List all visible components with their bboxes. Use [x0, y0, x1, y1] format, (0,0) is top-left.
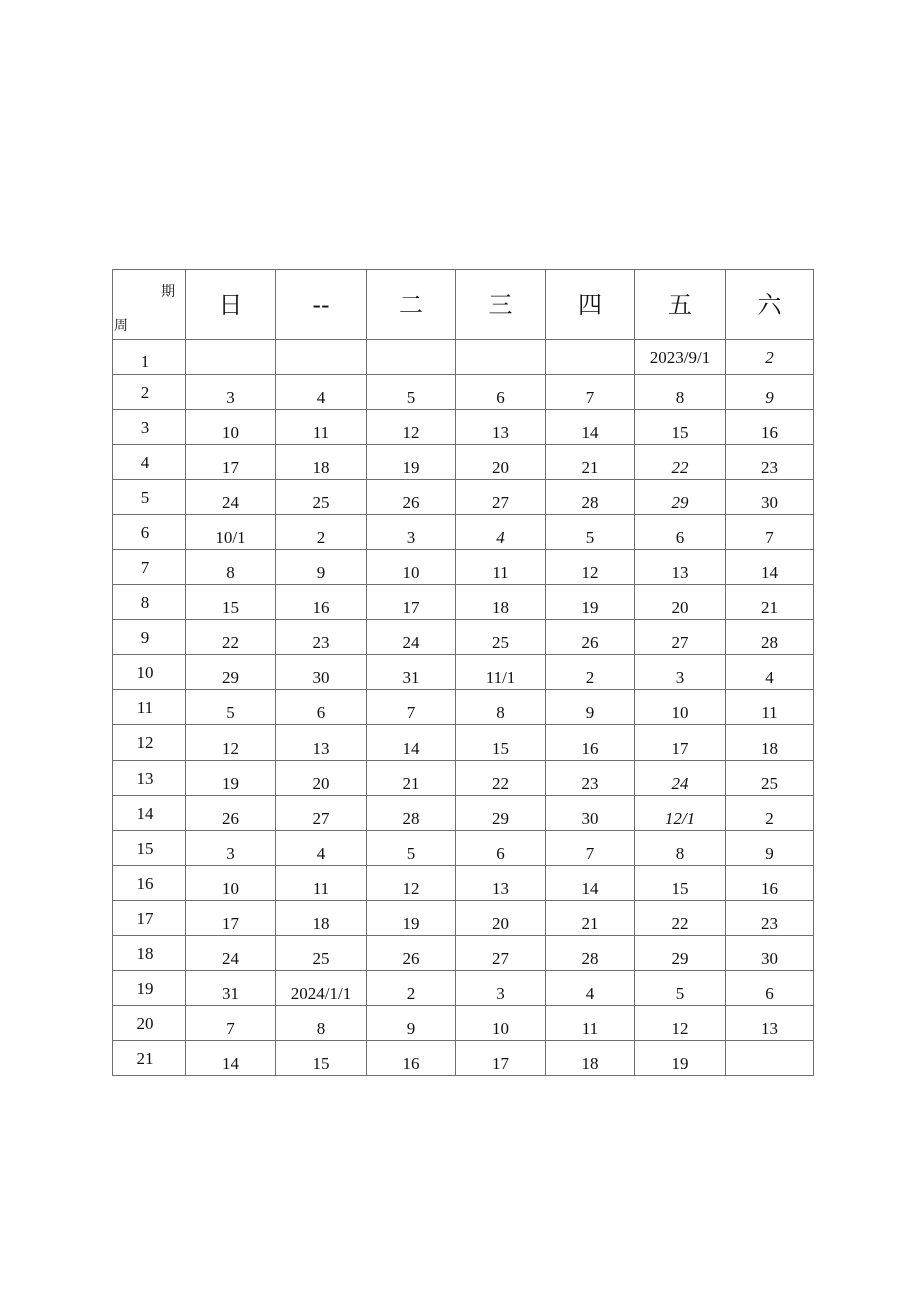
date-cell: 19 [367, 445, 456, 480]
date-cell: 22 [456, 761, 546, 796]
date-cell: 24 [186, 936, 276, 971]
date-cell: 26 [546, 620, 635, 655]
week-row [113, 901, 814, 936]
date-cell: 21 [726, 585, 814, 620]
date-cell: 11 [456, 550, 546, 585]
date-cell: 12 [546, 550, 635, 585]
week-number-cell: 2 [113, 375, 186, 410]
date-cell: 31 [367, 655, 456, 690]
date-cell: 11 [726, 690, 814, 725]
date-cell: 4 [276, 831, 367, 866]
week-number-cell: 6 [113, 515, 186, 550]
date-cell: 18 [546, 1041, 635, 1076]
date-cell: 6 [635, 515, 726, 550]
date-cell: 27 [276, 796, 367, 831]
date-cell: 12 [367, 410, 456, 445]
date-cell: 5 [186, 690, 276, 725]
date-cell: 23 [726, 445, 814, 480]
date-cell: 3 [186, 831, 276, 866]
week-number-cell: 16 [113, 866, 186, 901]
date-cell: 11 [546, 1006, 635, 1041]
date-cell: 18 [276, 445, 367, 480]
week-row [113, 410, 814, 445]
date-cell: 31 [186, 971, 276, 1006]
date-cell: 14 [726, 550, 814, 585]
date-cell: 28 [726, 620, 814, 655]
date-cell: 29 [456, 796, 546, 831]
week-row [113, 831, 814, 866]
week-number-cell: 20 [113, 1006, 186, 1041]
date-cell: 30 [276, 655, 367, 690]
week-number-cell: 8 [113, 585, 186, 620]
date-cell: 20 [456, 901, 546, 936]
date-cell [186, 340, 276, 375]
date-cell: 15 [186, 585, 276, 620]
date-cell: 20 [635, 585, 726, 620]
date-cell: 9 [276, 550, 367, 585]
date-cell: 13 [635, 550, 726, 585]
date-cell: 4 [456, 515, 546, 550]
date-cell: 26 [367, 936, 456, 971]
date-cell: 19 [546, 585, 635, 620]
week-row [113, 1041, 814, 1076]
week-row [113, 375, 814, 410]
date-cell: 9 [367, 1006, 456, 1041]
date-cell: 6 [456, 831, 546, 866]
date-cell: 3 [456, 971, 546, 1006]
date-cell: 13 [456, 866, 546, 901]
date-cell: 17 [186, 445, 276, 480]
academic-calendar-table [112, 269, 814, 1076]
date-cell: 18 [456, 585, 546, 620]
date-cell: 21 [546, 901, 635, 936]
date-cell: 28 [546, 480, 635, 515]
date-cell: 17 [367, 585, 456, 620]
week-row [113, 690, 814, 725]
date-cell: 23 [276, 620, 367, 655]
week-row [113, 725, 814, 761]
date-cell: 13 [456, 410, 546, 445]
date-cell: 11 [276, 410, 367, 445]
date-cell: 8 [635, 831, 726, 866]
date-cell: 26 [186, 796, 276, 831]
date-cell: 2 [726, 340, 814, 375]
week-number-cell: 10 [113, 655, 186, 690]
date-cell: 16 [367, 1041, 456, 1076]
date-cell: 21 [367, 761, 456, 796]
date-cell: 12 [186, 725, 276, 761]
week-number-cell: 15 [113, 831, 186, 866]
date-cell: 9 [726, 375, 814, 410]
date-cell: 3 [635, 655, 726, 690]
date-cell: 25 [276, 936, 367, 971]
date-cell: 7 [546, 375, 635, 410]
date-cell: 28 [546, 936, 635, 971]
date-cell [276, 340, 367, 375]
date-cell [546, 340, 635, 375]
date-cell: 5 [546, 515, 635, 550]
date-cell: 14 [546, 410, 635, 445]
week-number-cell: 9 [113, 620, 186, 655]
date-cell: 27 [635, 620, 726, 655]
date-cell: 2 [726, 796, 814, 831]
week-row [113, 761, 814, 796]
date-cell: 5 [635, 971, 726, 1006]
date-cell: 19 [367, 901, 456, 936]
weekday-header-sat: 六 [726, 270, 814, 340]
week-number-cell: 13 [113, 761, 186, 796]
date-cell: 13 [726, 1006, 814, 1041]
date-cell: 8 [635, 375, 726, 410]
date-cell: 13 [276, 725, 367, 761]
date-cell: 3 [367, 515, 456, 550]
date-cell: 2 [276, 515, 367, 550]
date-cell: 15 [456, 725, 546, 761]
weekday-header-wed: 三 [456, 270, 546, 340]
date-cell: 10 [367, 550, 456, 585]
date-cell: 7 [186, 1006, 276, 1041]
date-cell: 30 [726, 480, 814, 515]
date-cell: 17 [186, 901, 276, 936]
week-row [113, 866, 814, 901]
date-cell: 11 [276, 866, 367, 901]
week-number-cell: 1 [113, 340, 186, 375]
date-cell: 26 [367, 480, 456, 515]
weekday-header-mon: -- [276, 270, 367, 340]
date-cell: 3 [186, 375, 276, 410]
date-cell: 18 [726, 725, 814, 761]
date-cell: 15 [635, 410, 726, 445]
week-row [113, 1006, 814, 1041]
header-row [113, 270, 814, 340]
date-cell: 14 [546, 866, 635, 901]
date-cell: 9 [726, 831, 814, 866]
date-cell: 30 [726, 936, 814, 971]
date-cell: 19 [635, 1041, 726, 1076]
date-cell: 16 [276, 585, 367, 620]
week-number-cell: 19 [113, 971, 186, 1006]
date-cell: 29 [635, 936, 726, 971]
week-row [113, 655, 814, 690]
week-number-cell: 17 [113, 901, 186, 936]
date-cell: 2 [546, 655, 635, 690]
calendar-body [113, 340, 814, 1076]
week-number-cell: 4 [113, 445, 186, 480]
week-row [113, 936, 814, 971]
date-cell: 12 [367, 866, 456, 901]
date-cell: 21 [546, 445, 635, 480]
date-cell: 18 [276, 901, 367, 936]
date-cell: 23 [546, 761, 635, 796]
date-cell: 20 [456, 445, 546, 480]
date-cell: 29 [186, 655, 276, 690]
date-cell: 7 [546, 831, 635, 866]
date-cell: 2024/1/1 [276, 971, 367, 1006]
date-cell: 22 [186, 620, 276, 655]
week-number-cell: 11 [113, 690, 186, 725]
date-cell: 9 [546, 690, 635, 725]
week-number-cell: 3 [113, 410, 186, 445]
week-number-cell: 5 [113, 480, 186, 515]
date-cell: 10 [635, 690, 726, 725]
date-cell: 2023/9/1 [635, 340, 726, 375]
date-cell: 12 [635, 1006, 726, 1041]
week-row [113, 445, 814, 480]
date-cell: 22 [635, 445, 726, 480]
date-cell: 11/1 [456, 655, 546, 690]
date-cell: 14 [186, 1041, 276, 1076]
date-cell: 8 [456, 690, 546, 725]
date-cell: 2 [367, 971, 456, 1006]
date-cell: 25 [456, 620, 546, 655]
date-cell: 20 [276, 761, 367, 796]
week-row [113, 480, 814, 515]
date-cell: 17 [456, 1041, 546, 1076]
week-row [113, 340, 814, 375]
date-cell: 5 [367, 831, 456, 866]
week-row [113, 585, 814, 620]
date-cell: 4 [726, 655, 814, 690]
week-number-cell: 18 [113, 936, 186, 971]
date-cell: 6 [726, 971, 814, 1006]
date-cell: 10 [186, 866, 276, 901]
weekday-header-fri: 五 [635, 270, 726, 340]
corner-label-week: 周 [114, 318, 128, 334]
week-number-cell: 12 [113, 725, 186, 761]
date-cell: 15 [635, 866, 726, 901]
date-cell: 7 [726, 515, 814, 550]
week-number-cell: 7 [113, 550, 186, 585]
date-cell: 16 [726, 866, 814, 901]
week-number-cell: 14 [113, 796, 186, 831]
date-cell: 8 [186, 550, 276, 585]
date-cell: 10 [456, 1006, 546, 1041]
date-cell: 16 [726, 410, 814, 445]
weekday-header-sun: 日 [186, 270, 276, 340]
date-cell [367, 340, 456, 375]
date-cell: 23 [726, 901, 814, 936]
date-cell: 24 [367, 620, 456, 655]
date-cell: 25 [726, 761, 814, 796]
week-row [113, 971, 814, 1006]
header-corner-cell [113, 270, 186, 340]
date-cell: 7 [367, 690, 456, 725]
week-row [113, 620, 814, 655]
date-cell: 17 [635, 725, 726, 761]
date-cell: 24 [635, 761, 726, 796]
date-cell: 27 [456, 936, 546, 971]
date-cell: 16 [546, 725, 635, 761]
date-cell: 6 [456, 375, 546, 410]
date-cell [726, 1041, 814, 1076]
week-row [113, 550, 814, 585]
date-cell: 24 [186, 480, 276, 515]
date-cell: 25 [276, 480, 367, 515]
date-cell: 22 [635, 901, 726, 936]
weekday-header-thu: 四 [546, 270, 635, 340]
date-cell: 4 [546, 971, 635, 1006]
corner-label-day: 期 [161, 284, 175, 300]
date-cell: 12/1 [635, 796, 726, 831]
date-cell: 19 [186, 761, 276, 796]
date-cell: 29 [635, 480, 726, 515]
weekday-header-tue: 二 [367, 270, 456, 340]
date-cell: 15 [276, 1041, 367, 1076]
week-row [113, 515, 814, 550]
date-cell: 14 [367, 725, 456, 761]
date-cell [456, 340, 546, 375]
date-cell: 28 [367, 796, 456, 831]
date-cell: 5 [367, 375, 456, 410]
date-cell: 10 [186, 410, 276, 445]
date-cell: 6 [276, 690, 367, 725]
date-cell: 30 [546, 796, 635, 831]
week-number-cell: 21 [113, 1041, 186, 1076]
date-cell: 10/1 [186, 515, 276, 550]
date-cell: 8 [276, 1006, 367, 1041]
date-cell: 27 [456, 480, 546, 515]
week-row [113, 796, 814, 831]
date-cell: 4 [276, 375, 367, 410]
